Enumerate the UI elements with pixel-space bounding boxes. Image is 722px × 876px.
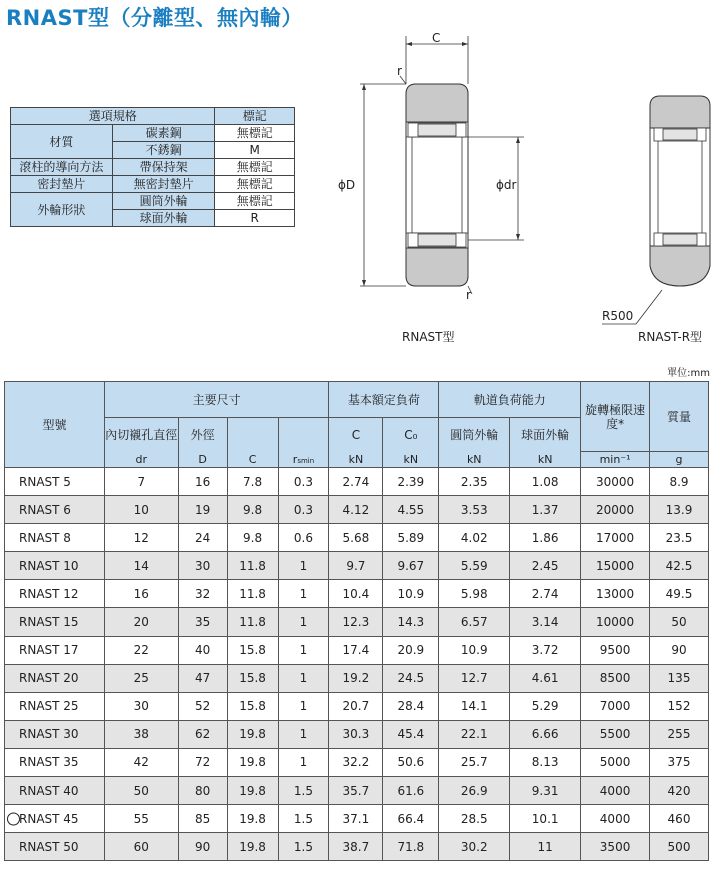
cell-dr: 7: [104, 468, 178, 496]
cell-r: 1: [278, 608, 329, 636]
cell-cd: 9.7: [329, 552, 383, 580]
cell-r: 1: [278, 692, 329, 720]
cell-cylindrical: 28.5: [439, 805, 510, 833]
cell-c: 9.8: [227, 524, 278, 552]
cell-d: 40: [178, 636, 227, 664]
cell-c0: 61.6: [383, 777, 439, 805]
cell-spherical: 11: [510, 833, 581, 861]
table-row: [5, 720, 709, 748]
cell-cylindrical: 14.1: [439, 692, 510, 720]
cell-dr: 20: [104, 608, 178, 636]
cell-speed: 13000: [581, 580, 650, 608]
cell-model: [5, 552, 105, 580]
cell-r: 1: [278, 664, 329, 692]
r500-label: R500: [602, 309, 634, 323]
model-label: RNAST 10: [19, 558, 79, 573]
model-label: RNAST 5: [19, 474, 71, 489]
cell-model: [5, 833, 105, 861]
cell-mass: 135: [650, 664, 709, 692]
model-label: RNAST 8: [19, 530, 71, 545]
cell-speed: 9500: [581, 636, 650, 664]
cell-r: 1: [278, 748, 329, 776]
cell-mass: 152: [650, 692, 709, 720]
cell-spherical: 1.08: [510, 468, 581, 496]
header-dr: 內切襯孔直徑: [104, 418, 178, 452]
unit-kn: kN: [329, 452, 383, 468]
cell-spherical: 3.14: [510, 608, 581, 636]
cell-c0: 2.39: [383, 468, 439, 496]
table-row: [5, 496, 709, 524]
cell-c: 15.8: [227, 664, 278, 692]
cell-c: 19.8: [227, 748, 278, 776]
option-item: 圓筒外輪: [112, 193, 215, 210]
cell-spherical: 1.86: [510, 524, 581, 552]
dim-r-label-top: r: [397, 64, 402, 78]
cell-c: 11.8: [227, 552, 278, 580]
option-item: 不銹鋼: [112, 142, 215, 159]
cell-cd: 10.4: [329, 580, 383, 608]
cell-dr: 25: [104, 664, 178, 692]
header-cylindrical: 圓筒外輪: [439, 418, 510, 452]
cell-c0: 50.6: [383, 748, 439, 776]
circle-mark-icon: [7, 812, 20, 825]
table-row: [5, 468, 709, 496]
model-label: RNAST 12: [19, 586, 79, 601]
cell-c: 19.8: [227, 777, 278, 805]
header-model: 型號: [5, 382, 105, 468]
model-label: RNAST 15: [19, 615, 79, 630]
cell-cylindrical: 22.1: [439, 720, 510, 748]
cell-d: 19: [178, 496, 227, 524]
option-mark: M: [215, 142, 295, 159]
cell-model: [5, 468, 105, 496]
header-d: 外徑: [178, 418, 227, 452]
header-mass: 質量: [650, 382, 709, 452]
cell-speed: 5500: [581, 720, 650, 748]
cell-mass: 375: [650, 748, 709, 776]
cell-r: 1: [278, 720, 329, 748]
table-row: [5, 524, 709, 552]
dimension-table: [4, 381, 709, 861]
unit-dr: dr: [104, 452, 178, 468]
dim-phi-dr-label: ϕdr: [496, 178, 517, 192]
cell-mass: 42.5: [650, 552, 709, 580]
cell-mass: 49.5: [650, 580, 709, 608]
cell-speed: 4000: [581, 777, 650, 805]
cell-model: [5, 777, 105, 805]
cell-d: 52: [178, 692, 227, 720]
cell-cd: 17.4: [329, 636, 383, 664]
cell-d: 80: [178, 777, 227, 805]
header-load-rating: 基本額定負荷: [329, 382, 439, 418]
rnast-caption: RNAST型: [402, 330, 455, 344]
cell-dr: 38: [104, 720, 178, 748]
option-header-spec: 選項規格: [11, 108, 215, 125]
model-label: RNAST 17: [19, 643, 79, 658]
cell-r: 1: [278, 580, 329, 608]
cell-model: [5, 748, 105, 776]
cell-dr: 60: [104, 833, 178, 861]
table-row: [5, 580, 709, 608]
cell-d: 47: [178, 664, 227, 692]
table-row: [5, 805, 709, 833]
cell-speed: 30000: [581, 468, 650, 496]
cell-mass: 500: [650, 833, 709, 861]
option-item: 碳素鋼: [112, 125, 215, 142]
table-row: [5, 552, 709, 580]
cell-dr: 14: [104, 552, 178, 580]
cell-spherical: 6.66: [510, 720, 581, 748]
cell-model: [5, 805, 105, 833]
model-label: RNAST 20: [19, 671, 79, 686]
cell-c: 11.8: [227, 580, 278, 608]
cell-cylindrical: 5.98: [439, 580, 510, 608]
unit-label: 單位:mm: [667, 368, 710, 379]
cell-dr: 50: [104, 777, 178, 805]
option-table: [10, 107, 295, 227]
cell-speed: 3500: [581, 833, 650, 861]
cell-d: 30: [178, 552, 227, 580]
cell-r: 1.5: [278, 833, 329, 861]
cell-dr: 10: [104, 496, 178, 524]
cell-cd: 12.3: [329, 608, 383, 636]
option-group-seal: 密封墊片: [11, 176, 113, 193]
cell-cd: 37.1: [329, 805, 383, 833]
cell-c: 19.8: [227, 805, 278, 833]
option-mark: 無標記: [215, 125, 295, 142]
cell-cd: 35.7: [329, 777, 383, 805]
cell-r: 1: [278, 552, 329, 580]
cell-d: 32: [178, 580, 227, 608]
cell-d: 62: [178, 720, 227, 748]
cell-cd: 38.7: [329, 833, 383, 861]
unit-d: D: [178, 452, 227, 468]
cell-model: [5, 580, 105, 608]
cell-d: 16: [178, 468, 227, 496]
rnast-bearing-drawing: [406, 84, 468, 286]
cell-dr: 55: [104, 805, 178, 833]
header-track-capacity: 軌道負荷能力: [439, 382, 581, 418]
cell-model: [5, 524, 105, 552]
cell-d: 24: [178, 524, 227, 552]
cell-spherical: 3.72: [510, 636, 581, 664]
option-item: 帶保持架: [112, 159, 215, 176]
cell-dr: 30: [104, 692, 178, 720]
cell-speed: 4000: [581, 805, 650, 833]
cell-cd: 5.68: [329, 524, 383, 552]
cell-r: 0.6: [278, 524, 329, 552]
table-row: [5, 636, 709, 664]
dimension-table-body: [5, 468, 709, 861]
cell-spherical: 2.74: [510, 580, 581, 608]
cell-spherical: 2.45: [510, 552, 581, 580]
header-speed: 旋轉極限速度*: [581, 382, 650, 452]
cell-r: 1.5: [278, 805, 329, 833]
cell-dr: 42: [104, 748, 178, 776]
cell-speed: 17000: [581, 524, 650, 552]
cell-cylindrical: 26.9: [439, 777, 510, 805]
cell-d: 85: [178, 805, 227, 833]
model-label: RNAST 35: [19, 755, 79, 770]
table-row: [5, 833, 709, 861]
cell-model: [5, 664, 105, 692]
cell-mass: 420: [650, 777, 709, 805]
cell-mass: 13.9: [650, 496, 709, 524]
cell-r: 0.3: [278, 468, 329, 496]
cell-model: [5, 636, 105, 664]
cell-c: 11.8: [227, 608, 278, 636]
cell-cd: 4.12: [329, 496, 383, 524]
option-header-mark: 標記: [215, 108, 295, 125]
cell-spherical: 10.1: [510, 805, 581, 833]
cell-spherical: 4.61: [510, 664, 581, 692]
option-group-material: 材質: [11, 125, 113, 159]
cell-model: [5, 608, 105, 636]
model-label: RNAST 45: [19, 811, 79, 826]
cell-cylindrical: 6.57: [439, 608, 510, 636]
cell-r: 1.5: [278, 777, 329, 805]
cell-speed: 8500: [581, 664, 650, 692]
cell-mass: 90: [650, 636, 709, 664]
cell-cd: 32.2: [329, 748, 383, 776]
unit-kn: kN: [439, 452, 510, 468]
header-c0: C₀: [383, 418, 439, 452]
cell-spherical: 5.29: [510, 692, 581, 720]
cell-c0: 28.4: [383, 692, 439, 720]
cell-c0: 45.4: [383, 720, 439, 748]
cell-dr: 22: [104, 636, 178, 664]
option-group-guide: 滾柱的導向方法: [11, 159, 113, 176]
model-label: RNAST 6: [19, 502, 71, 517]
header-main-dims: 主要尺寸: [104, 382, 329, 418]
cell-r: 0.3: [278, 496, 329, 524]
cell-cd: 30.3: [329, 720, 383, 748]
cell-c: 15.8: [227, 636, 278, 664]
model-label: RNAST 40: [19, 783, 79, 798]
option-mark: 無標記: [215, 159, 295, 176]
option-item: 球面外輪: [112, 210, 215, 227]
cell-mass: 50: [650, 608, 709, 636]
cell-c0: 5.89: [383, 524, 439, 552]
cell-mass: 8.9: [650, 468, 709, 496]
cell-speed: 5000: [581, 748, 650, 776]
cell-speed: 10000: [581, 608, 650, 636]
model-label: RNAST 50: [19, 839, 79, 854]
model-label: RNAST 30: [19, 727, 79, 742]
header-r: [278, 418, 329, 452]
cell-cylindrical: 3.53: [439, 496, 510, 524]
dim-phi-d-label: ϕD: [338, 178, 356, 192]
dim-c-label: C: [432, 31, 441, 45]
cell-spherical: 1.37: [510, 496, 581, 524]
cell-c: 19.8: [227, 720, 278, 748]
unit-c: C: [227, 452, 278, 468]
unit-g: g: [650, 452, 709, 468]
cell-c0: 71.8: [383, 833, 439, 861]
bearing-drawings: [320, 20, 720, 350]
cell-d: 35: [178, 608, 227, 636]
header-cd: C: [329, 418, 383, 452]
cell-model: [5, 720, 105, 748]
cell-c0: 10.9: [383, 580, 439, 608]
cell-c0: 66.4: [383, 805, 439, 833]
cell-model: [5, 496, 105, 524]
cell-cylindrical: 5.59: [439, 552, 510, 580]
unit-kn: kN: [383, 452, 439, 468]
cell-spherical: 9.31: [510, 777, 581, 805]
table-row: [5, 664, 709, 692]
table-row: [5, 608, 709, 636]
cell-speed: 15000: [581, 552, 650, 580]
cell-model: [5, 692, 105, 720]
dim-r-label-bottom: r: [466, 288, 471, 302]
cell-dr: 16: [104, 580, 178, 608]
cell-c0: 4.55: [383, 496, 439, 524]
cell-cylindrical: 25.7: [439, 748, 510, 776]
option-group-shape: 外輪形狀: [11, 193, 113, 227]
cell-mass: 255: [650, 720, 709, 748]
cell-cylindrical: 30.2: [439, 833, 510, 861]
cell-d: 90: [178, 833, 227, 861]
cell-speed: 20000: [581, 496, 650, 524]
cell-cylindrical: 10.9: [439, 636, 510, 664]
cell-c0: 9.67: [383, 552, 439, 580]
cell-c: 7.8: [227, 468, 278, 496]
cell-d: 72: [178, 748, 227, 776]
model-label: RNAST 25: [19, 699, 79, 714]
unit-r: rsmin: [278, 452, 329, 468]
cell-mass: 23.5: [650, 524, 709, 552]
table-row: [5, 777, 709, 805]
cell-r: 1: [278, 636, 329, 664]
cell-cylindrical: 4.02: [439, 524, 510, 552]
unit-speed: min⁻¹: [581, 452, 650, 468]
cell-c0: 24.5: [383, 664, 439, 692]
table-row: [5, 692, 709, 720]
cell-cd: 2.74: [329, 468, 383, 496]
cell-c: 9.8: [227, 496, 278, 524]
cell-speed: 7000: [581, 692, 650, 720]
option-mark: 無標記: [215, 176, 295, 193]
table-row: [5, 748, 709, 776]
cell-cylindrical: 2.35: [439, 468, 510, 496]
header-c: [227, 418, 278, 452]
cell-mass: 460: [650, 805, 709, 833]
page-title: RNAST型（分離型、無內輪）: [6, 6, 303, 30]
bearing-cross-section-diagram: [320, 20, 720, 350]
cell-cd: 20.7: [329, 692, 383, 720]
cell-c: 19.8: [227, 833, 278, 861]
cell-c: 15.8: [227, 692, 278, 720]
header-spherical: 球面外輪: [510, 418, 581, 452]
option-mark: 無標記: [215, 193, 295, 210]
option-item: 無密封墊片: [112, 176, 215, 193]
cell-cd: 19.2: [329, 664, 383, 692]
cell-dr: 12: [104, 524, 178, 552]
cell-spherical: 8.13: [510, 748, 581, 776]
rnast-r-caption: RNAST-R型: [638, 330, 703, 344]
cell-c0: 20.9: [383, 636, 439, 664]
option-mark: R: [215, 210, 295, 227]
unit-kn: kN: [510, 452, 581, 468]
cell-c0: 14.3: [383, 608, 439, 636]
cell-cylindrical: 12.7: [439, 664, 510, 692]
rnast-r-bearing-drawing: [602, 96, 710, 324]
